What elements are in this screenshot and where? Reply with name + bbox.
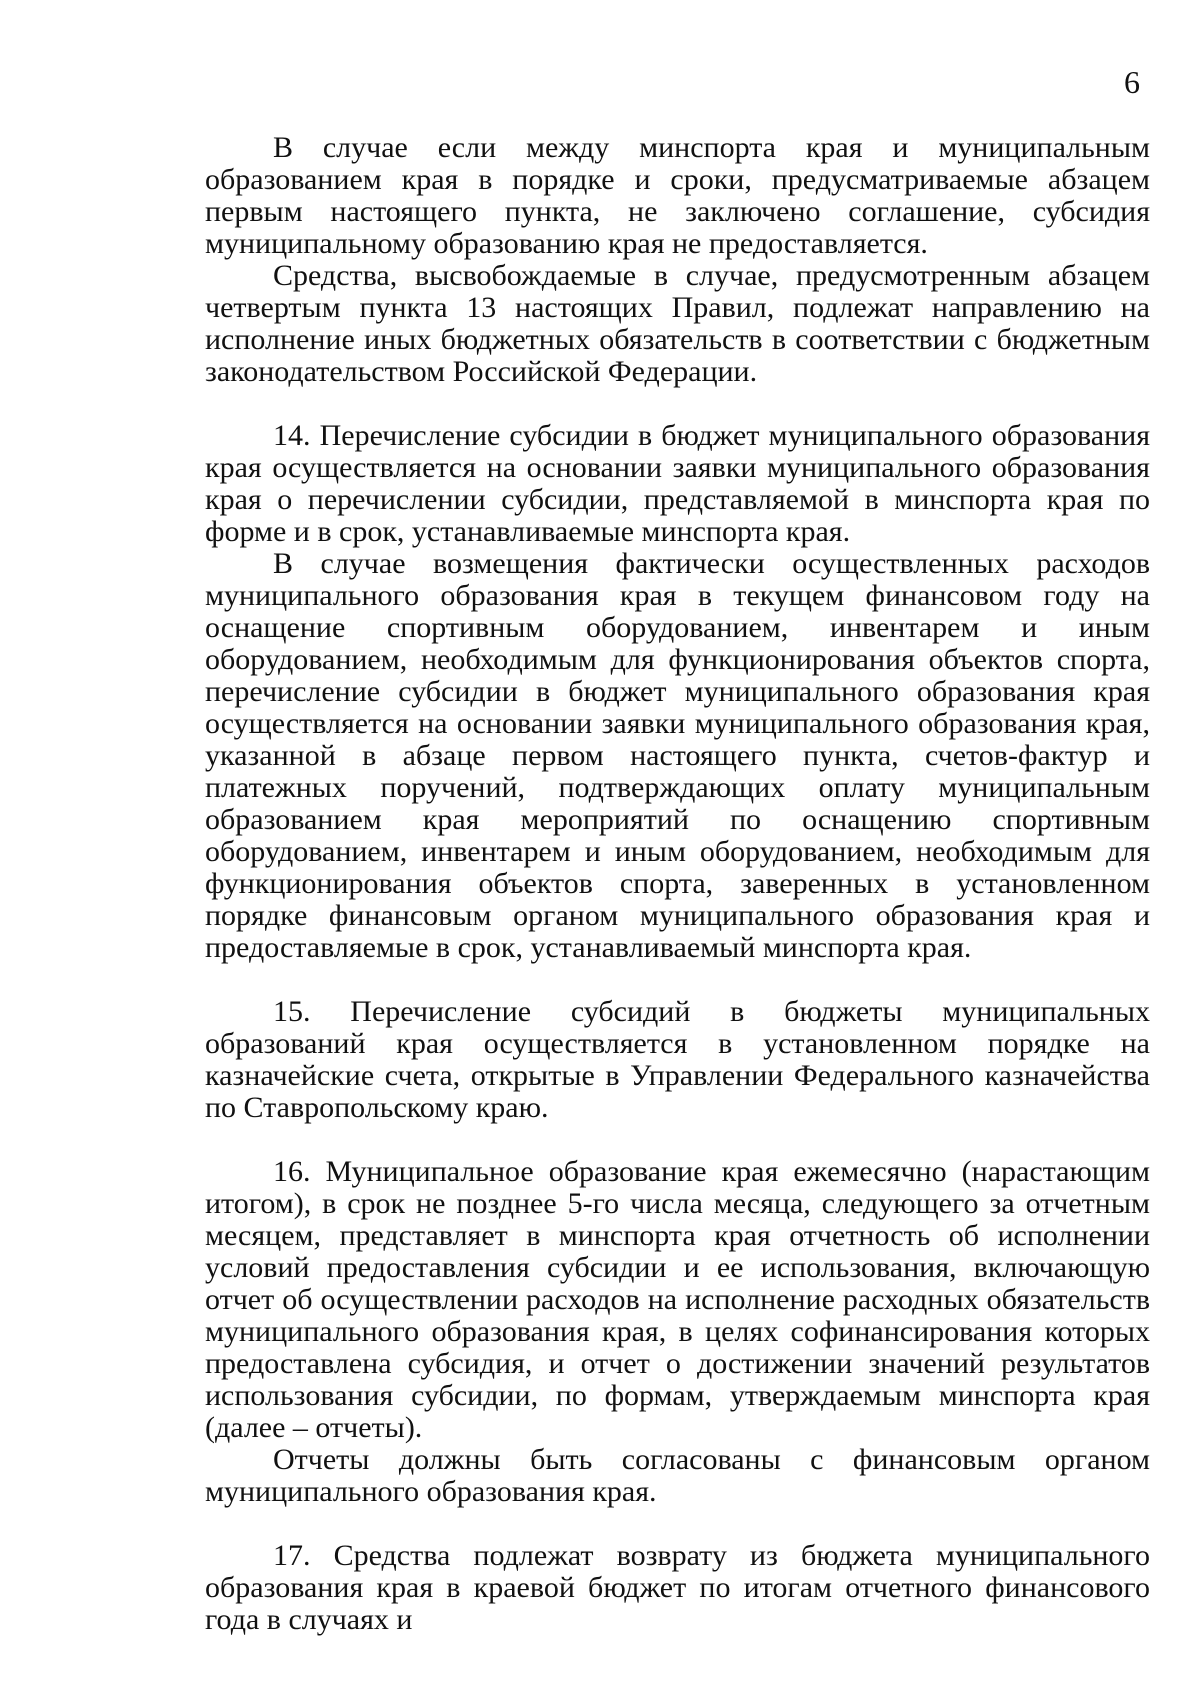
page-number: 6 [1124,64,1140,100]
paragraph-item-16: 16. Муниципальное образование края ежемесячно (нарастающим итогом), в срок не позднее 5-го числа месяца, следующего за отчетным месяцем, представляет в минспорта края отчетность об исполнении условий предоставления субсидии и ее использования, включающую отчет об осуществлении расходов на исполнение расходных обязательств муниципального образования края, в целях софинансирования которых предоставлена субсидия, и отчет о достижении значений результатов использования субсидии, по формам, утверждаемым минспорта края (далее – отчеты). [205,1155,1150,1444]
paragraph-item-17: 17. Средства подлежат возврату из бюджета муниципального образования края в краевой бюджет по итогам отчетного финансового года в случаях и [205,1539,1150,1636]
paragraph-item-15: 15. Перечисление субсидий в бюджеты муниципальных образований края осуществляется в установленном порядке на казначейские счета, открытые в Управлении Федерального казначейства по Ставропольскому краю. [205,995,1150,1124]
paragraph-item-14-reimbursement: В случае возмещения фактически осуществленных расходов муниципального образования края в текущем финансовом году на оснащение спортивным оборудованием, инвентарем и иным оборудованием, необходимым для функционирования объектов спорта, перечисление субсидии в бюджет муниципального образования края осуществляется на основании заявки муниципального образования края, указанной в абзаце первом настоящего пункта, счетов-фактур и платежных поручений, подтверждающих оплату муниципальным образованием края мероприятий по оснащению спортивным оборудованием, инвентарем и иным оборудованием, необходимым для функционирования объектов спорта, заверенных в установленном порядке финансовым органом муниципального образования края и предоставляемые в срок, устанавливаемый минспорта края. [205,547,1150,964]
paragraph-item-14: 14. Перечисление субсидии в бюджет муниципального образования края осуществляется на основании заявки муниципального образования края о перечислении субсидии, представляемой в минспорта края по форме и в срок, устанавливаемые минспорта края. [205,419,1150,548]
paragraph-released-funds: Средства, высвобождаемые в случае, предусмотренным абзацем четвертым пункта 13 настоящих Правил, подлежат направлению на исполнение иных бюджетных обязательств в соответствии с бюджетным законодательством Российской Федерации. [205,259,1150,388]
document-body [205,132,1150,1636]
paragraph-no-agreement: В случае если между минспорта края и муниципальным образованием края в порядке и сроки, предусматриваемые абзацем первым настоящего пункта, не заключено соглашение, субсидия муниципальному образованию края не предоставляется. [205,131,1150,260]
paragraph-item-16-reports-approval: Отчеты должны быть согласованы с финансовым органом муниципального образования края. [205,1443,1150,1508]
